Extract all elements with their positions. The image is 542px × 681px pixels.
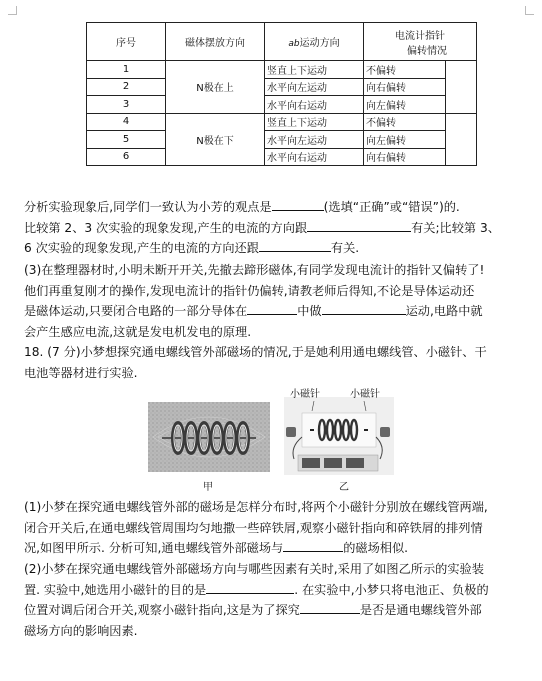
row-no: 2 (87, 78, 166, 96)
question-18-1: (1)小梦在探究通电螺线管外部的磁场是怎样分布时,将两个小磁针分别放在螺线管两端, 闭合开关后,在通电螺线管周围均匀地撒一些碎铁屑,观察小磁针指向和碎铁屑的排列情 况,如图甲所示. 分析可知,通电螺线管外部磁场与 的磁场相似. (24, 500, 488, 555)
answer-blank[interactable] (300, 600, 360, 614)
header-no: 序号 (87, 23, 166, 61)
row-deflect: 不偏转 (364, 61, 446, 79)
header-deflection: 电流计指针 偏转情况 (364, 23, 477, 61)
solenoid-iron-filings-photo (148, 402, 270, 472)
answer-blank[interactable] (307, 218, 411, 232)
figure-label-jia: 甲 (203, 482, 213, 493)
answer-blank[interactable] (272, 197, 324, 211)
answer-blank[interactable] (247, 301, 297, 315)
row-magnet: N极在下 (166, 113, 265, 166)
table-row (87, 96, 477, 114)
row-no: 5 (87, 131, 166, 149)
analysis-paragraph: 分析实验现象后,同学们一致认为小芳的观点是 (选填“正确”或“错误”)的. 比较第 2、3 次实验的现象发现,产生的电流的方向跟 有关;比较第 3、 6 次实验的现象发现,产生的电流的方向还跟 有关. (24, 197, 520, 259)
row-deflect: 向右偏转 (364, 78, 446, 96)
table-row (87, 113, 477, 131)
row-motion: 竖直上下运动 (265, 61, 364, 79)
corner-mark-top-left (8, 6, 17, 15)
experiment-table (86, 22, 477, 166)
row-deflect: 向右偏转 (364, 148, 446, 166)
answer-blank[interactable] (206, 580, 294, 594)
header-motion: ab运动方向 (265, 23, 364, 61)
answer-blank[interactable] (322, 301, 406, 315)
question-18-2: (2)小梦在探究通电螺线管外部磁场方向与哪些因素有关时,采用了如图乙所示的实验装 置. 实验中,她选用小磁针的目的是 . 在实验中,小梦只将电池正、负极的 位置对调后闭合开关,观察小磁针指向,这是为了探究 是否是通电螺线管外部 磁场方向的影响因素. (24, 562, 489, 638)
answer-blank[interactable] (259, 238, 331, 252)
table-row (87, 148, 477, 166)
row-no: 4 (87, 113, 166, 131)
table-row (87, 61, 477, 79)
question-18-intro: 18. (7 分)小梦想探究通电螺线管外部磁场的情况,于是她利用通电螺线管、小磁针、干 电池等器材进行实验. (24, 345, 487, 380)
row-motion: 水平向右运动 (265, 96, 364, 114)
row-motion: 水平向右运动 (265, 148, 364, 166)
empty-cell (446, 61, 477, 114)
row-deflect: 向左偏转 (364, 96, 446, 114)
header-magnet: 磁体摆放方向 (166, 23, 265, 61)
row-no: 1 (87, 61, 166, 79)
table-row (87, 131, 477, 149)
row-no: 3 (87, 96, 166, 114)
empty-cell (446, 113, 477, 166)
figure-label-yi: 乙 (339, 482, 349, 493)
row-motion: 竖直上下运动 (265, 113, 364, 131)
solenoid-compass-battery-photo (284, 397, 394, 475)
question-3-paragraph: (3)在整理器材时,小明未断开开关,先撤去蹄形磁体,有同学发现电流计的指针又偏转了! 他们再重复刚才的操作,发现电流计的指针仍偏转,请教老师后得知,不论是导体运动还 是磁体运动,只要闭合电路的一部分导体在 中做 运动,电路中就 会产生感应电流,这就是发电机发电的原理. (24, 263, 485, 339)
row-no: 6 (87, 148, 166, 166)
row-magnet: N极在上 (166, 61, 265, 114)
row-deflect: 不偏转 (364, 113, 446, 131)
table-row (87, 78, 477, 96)
row-motion: 水平向左运动 (265, 131, 364, 149)
row-motion: 水平向左运动 (265, 78, 364, 96)
label-compass-needle-left: 小磁针 (290, 389, 320, 400)
answer-blank[interactable] (283, 538, 343, 552)
corner-mark-top-right (525, 6, 534, 15)
label-compass-needle-right: 小磁针 (350, 389, 380, 400)
row-deflect: 向左偏转 (364, 131, 446, 149)
